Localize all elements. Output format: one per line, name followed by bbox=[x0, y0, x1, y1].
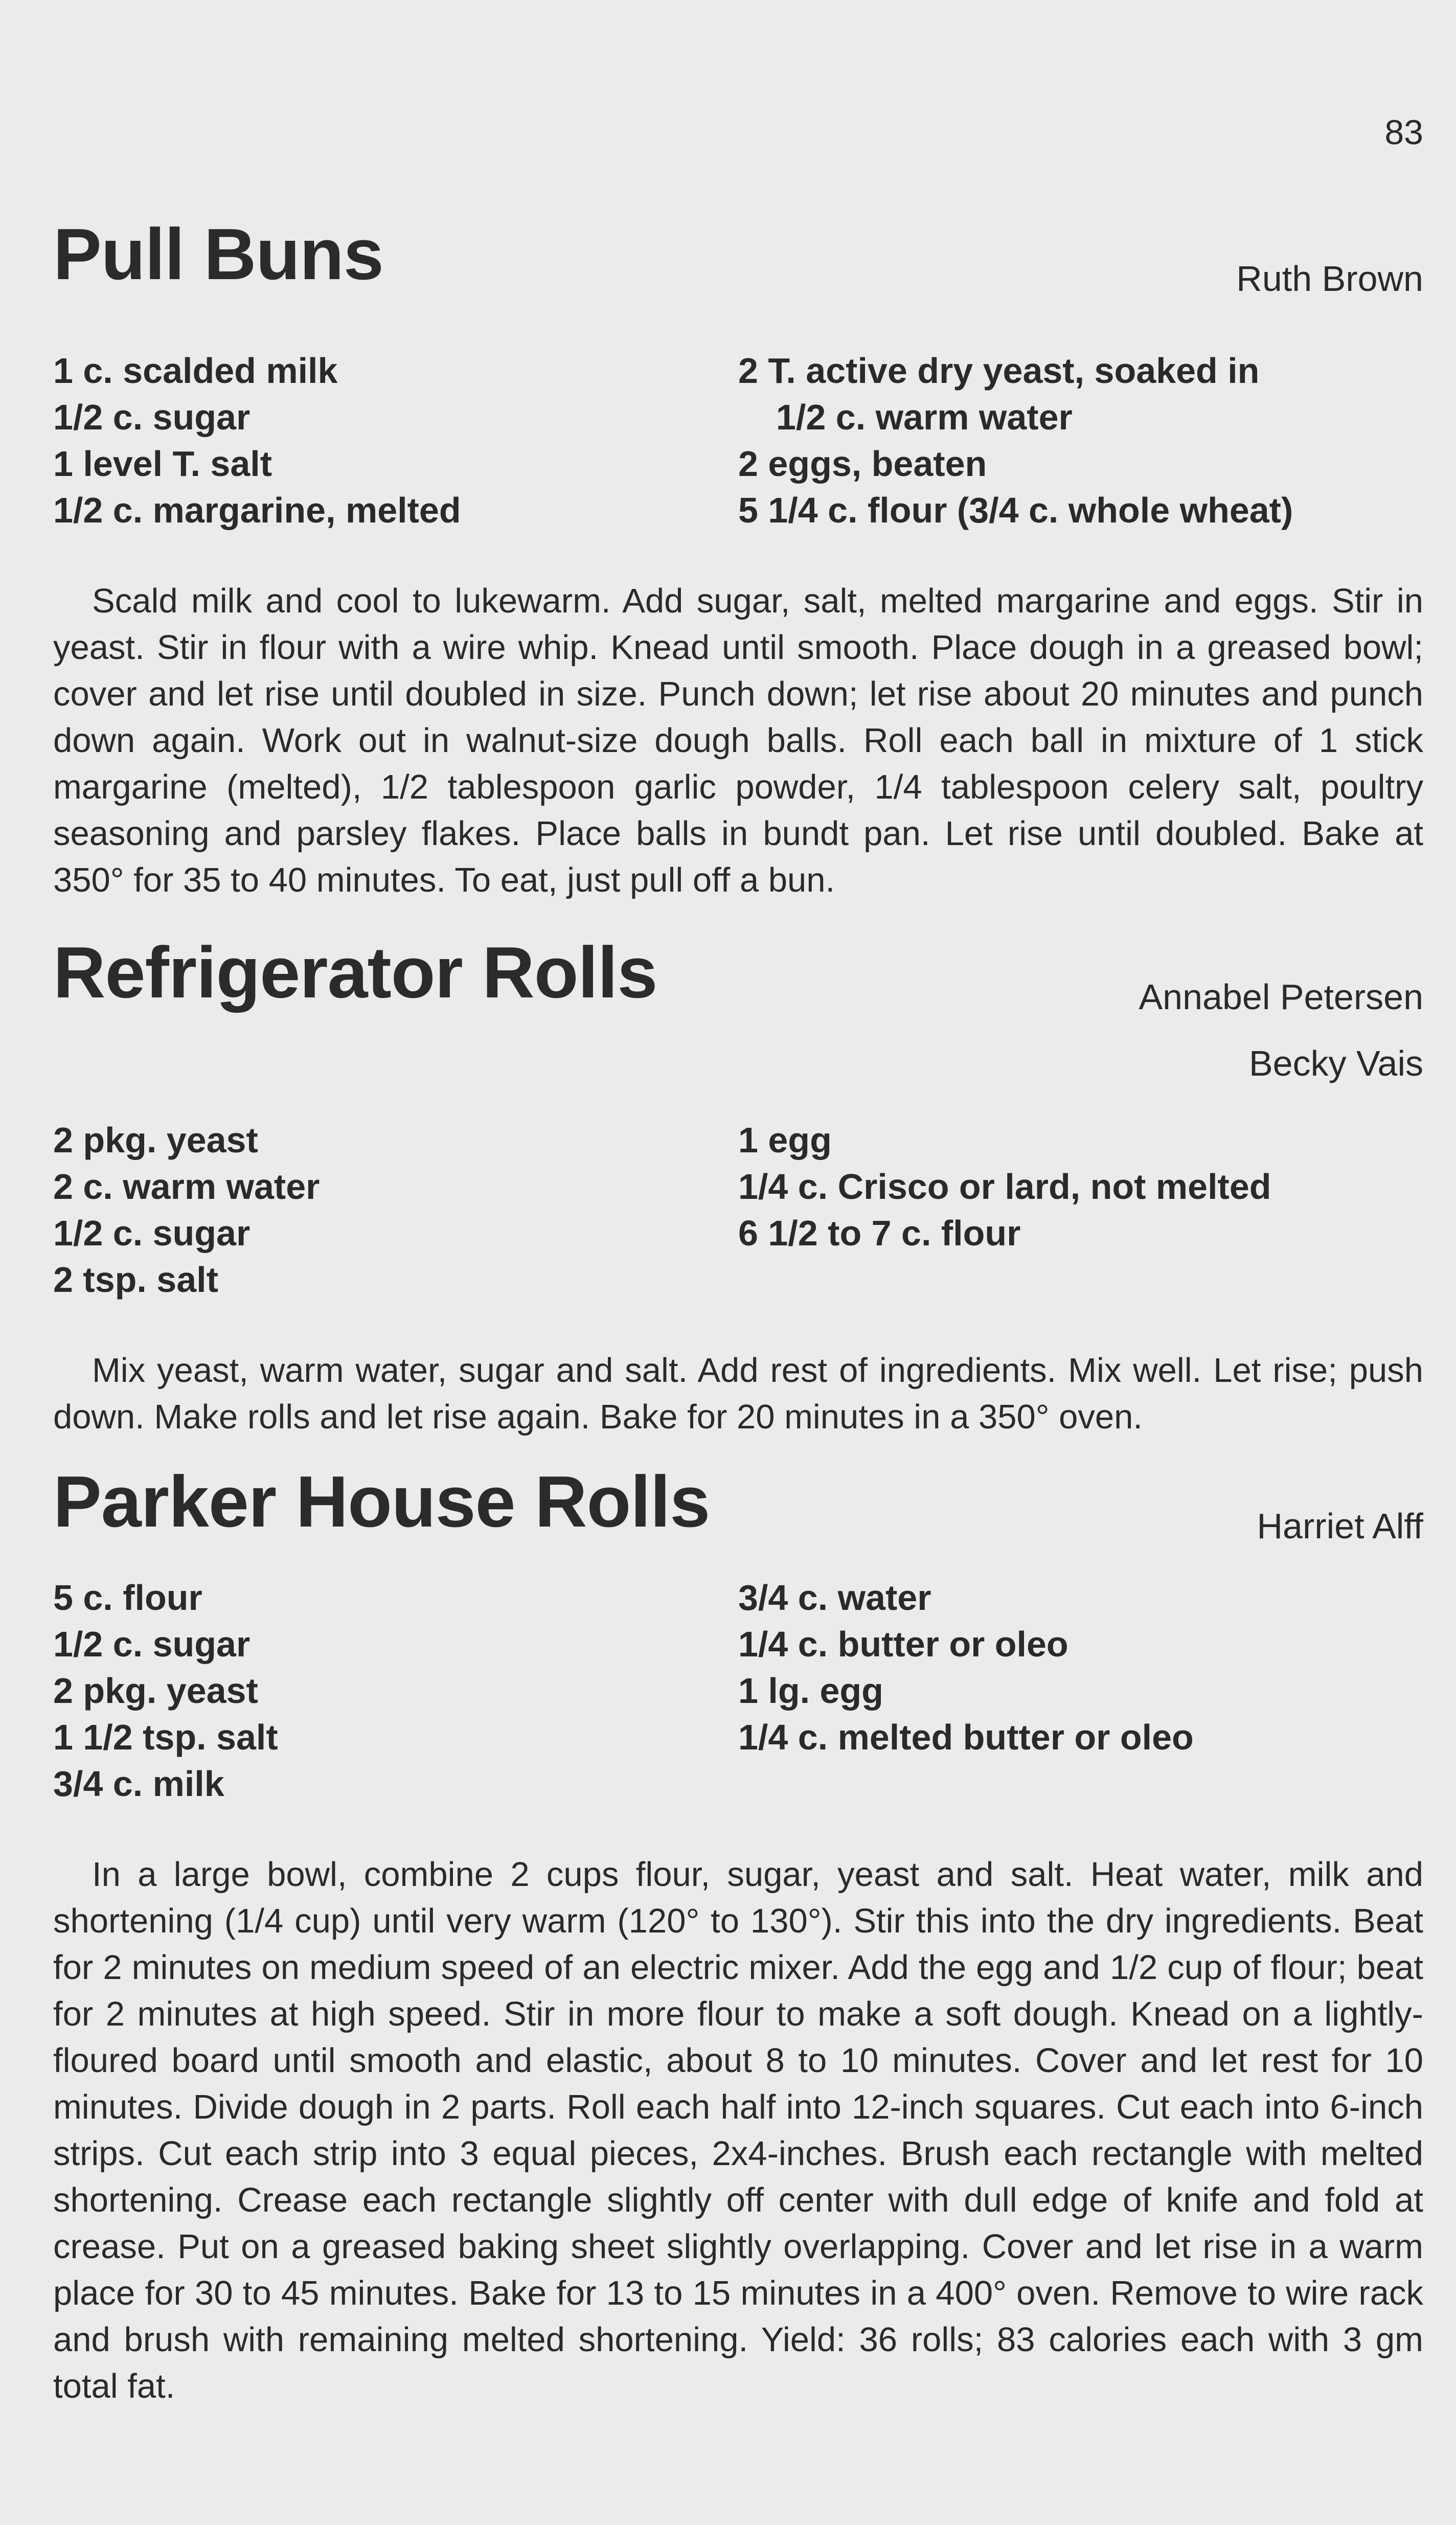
ingredient: 1 1/2 tsp. salt bbox=[53, 1717, 278, 1757]
ingredient: 6 1/2 to 7 c. flour bbox=[738, 1213, 1021, 1253]
ingredients-column-right bbox=[738, 1575, 1423, 1807]
recipe-title: Refrigerator Rolls bbox=[53, 932, 657, 1013]
recipe-directions: Mix yeast, warm water, sugar and salt. Add rest of ingredients. Mix well. Let rise; push down. Make rolls and let rise again. Bake for 20 minutes in a 350° oven. bbox=[53, 1351, 1423, 1436]
ingredient: 1 egg bbox=[738, 1120, 832, 1160]
ingredients-column-left bbox=[53, 348, 738, 534]
ingredients-list bbox=[53, 1575, 1423, 1807]
recipe-header bbox=[53, 215, 1423, 307]
ingredient: 3/4 c. milk bbox=[53, 1764, 224, 1804]
ingredient: 3/4 c. water bbox=[738, 1578, 931, 1618]
contributor-name: Harriet Alff bbox=[1257, 1506, 1423, 1546]
contributor-name: Annabel Petersen bbox=[1139, 977, 1423, 1017]
recipe-header bbox=[53, 932, 1423, 1083]
ingredient: 2 pkg. yeast bbox=[53, 1671, 258, 1711]
ingredient: 1/2 c. margarine, melted bbox=[53, 490, 461, 530]
ingredient: 1/4 c. melted butter or oleo bbox=[738, 1717, 1194, 1757]
ingredient: 2 T. active dry yeast, soaked in bbox=[738, 351, 1260, 391]
ingredient: 1/2 c. sugar bbox=[53, 1624, 251, 1664]
ingredient: 1/2 c. warm water bbox=[776, 397, 1073, 437]
ingredient: 2 tsp. salt bbox=[53, 1260, 218, 1300]
recipe-title: Pull Buns bbox=[53, 214, 383, 295]
ingredient: 1/4 c. butter or oleo bbox=[738, 1624, 1068, 1664]
page-number: 83 bbox=[1384, 113, 1423, 152]
ingredient: 1/2 c. sugar bbox=[53, 1213, 251, 1253]
recipe-contributors bbox=[1236, 245, 1423, 312]
ingredient: 2 c. warm water bbox=[53, 1167, 320, 1207]
ingredient: 1/2 c. sugar bbox=[53, 397, 251, 437]
recipe-contributors bbox=[1257, 1493, 1424, 1559]
recipe-parker-house-rolls bbox=[53, 1462, 1423, 2409]
ingredients-list bbox=[53, 348, 1423, 534]
ingredient: 2 pkg. yeast bbox=[53, 1120, 258, 1160]
contributor-name: Ruth Brown bbox=[1236, 259, 1423, 299]
recipe-contributors bbox=[1139, 964, 1423, 1097]
ingredients-list bbox=[53, 1117, 1423, 1303]
ingredient: 5 1/4 c. flour (3/4 c. whole wheat) bbox=[738, 490, 1293, 530]
ingredient: 2 eggs, beaten bbox=[738, 444, 987, 484]
recipe-directions: In a large bowl, combine 2 cups flour, sugar, yeast and salt. Heat water, milk and shortening (1/4 cup) until very warm (120° to 130°). Stir this into the dry ingredients. Beat for 2 minutes on medium speed of an electric mixer. Add the egg and 1/2 cup of flour; beat for 2 minutes at high speed. Stir in more flour to make a soft dough. Knead on a lightly-floured board until smooth and elastic, about 8 to 10 minutes. Cover and let rest for 10 minutes. Divide dough in 2 parts. Roll each half into 12-inch squares. Cut each into 6-inch strips. Cut each strip into 3 equal pieces, 2x4-inches. Brush each rectangle with melted shortening. Crease each rectangle slightly off center with dull edge of knife and fold at crease. Put on a greased baking sheet slightly overlapping. Cover and let rise in a warm place for 30 to 45 minutes. Bake for 13 to 15 minutes in a 400° oven. Remove to wire rack and brush with remaining melted shortening. Yield: 36 rolls; 83 calories each with 3 gm total fat. bbox=[53, 1855, 1423, 2405]
recipe-header bbox=[53, 1462, 1423, 1554]
ingredients-column-left bbox=[53, 1575, 738, 1807]
ingredient: 5 c. flour bbox=[53, 1578, 202, 1618]
ingredient: 1/4 c. Crisco or lard, not melted bbox=[738, 1167, 1271, 1207]
ingredients-column-left bbox=[53, 1117, 738, 1303]
ingredients-column-right bbox=[738, 1117, 1423, 1303]
recipe-directions: Scald milk and cool to lukewarm. Add sugar, salt, melted margarine and eggs. Stir in yeast. Stir in flour with a wire whip. Knead until smooth. Place dough in a greased bowl; cover and let rise until doubled in size. Punch down; let rise about 20 minutes and punch down again. Work out in walnut-size dough balls. Roll each ball in mixture of 1 stick margarine (melted), 1/2 tablespoon garlic powder, 1/4 tablespoon celery salt, poultry seasoning and parsley flakes. Place balls in bundt pan. Let rise until doubled. Bake at 350° for 35 to 40 minutes. To eat, just pull off a bun. bbox=[53, 582, 1423, 899]
contributor-name: Becky Vais bbox=[1248, 1043, 1423, 1083]
recipe-title: Parker House Rolls bbox=[53, 1461, 710, 1542]
ingredients-column-right bbox=[738, 348, 1423, 534]
ingredient: 1 lg. egg bbox=[738, 1671, 883, 1711]
recipe-pull-buns bbox=[53, 215, 1423, 903]
recipe-refrigerator-rolls bbox=[53, 933, 1423, 1440]
ingredient: 1 c. scalded milk bbox=[53, 351, 338, 391]
ingredient: 1 level T. salt bbox=[53, 444, 272, 484]
